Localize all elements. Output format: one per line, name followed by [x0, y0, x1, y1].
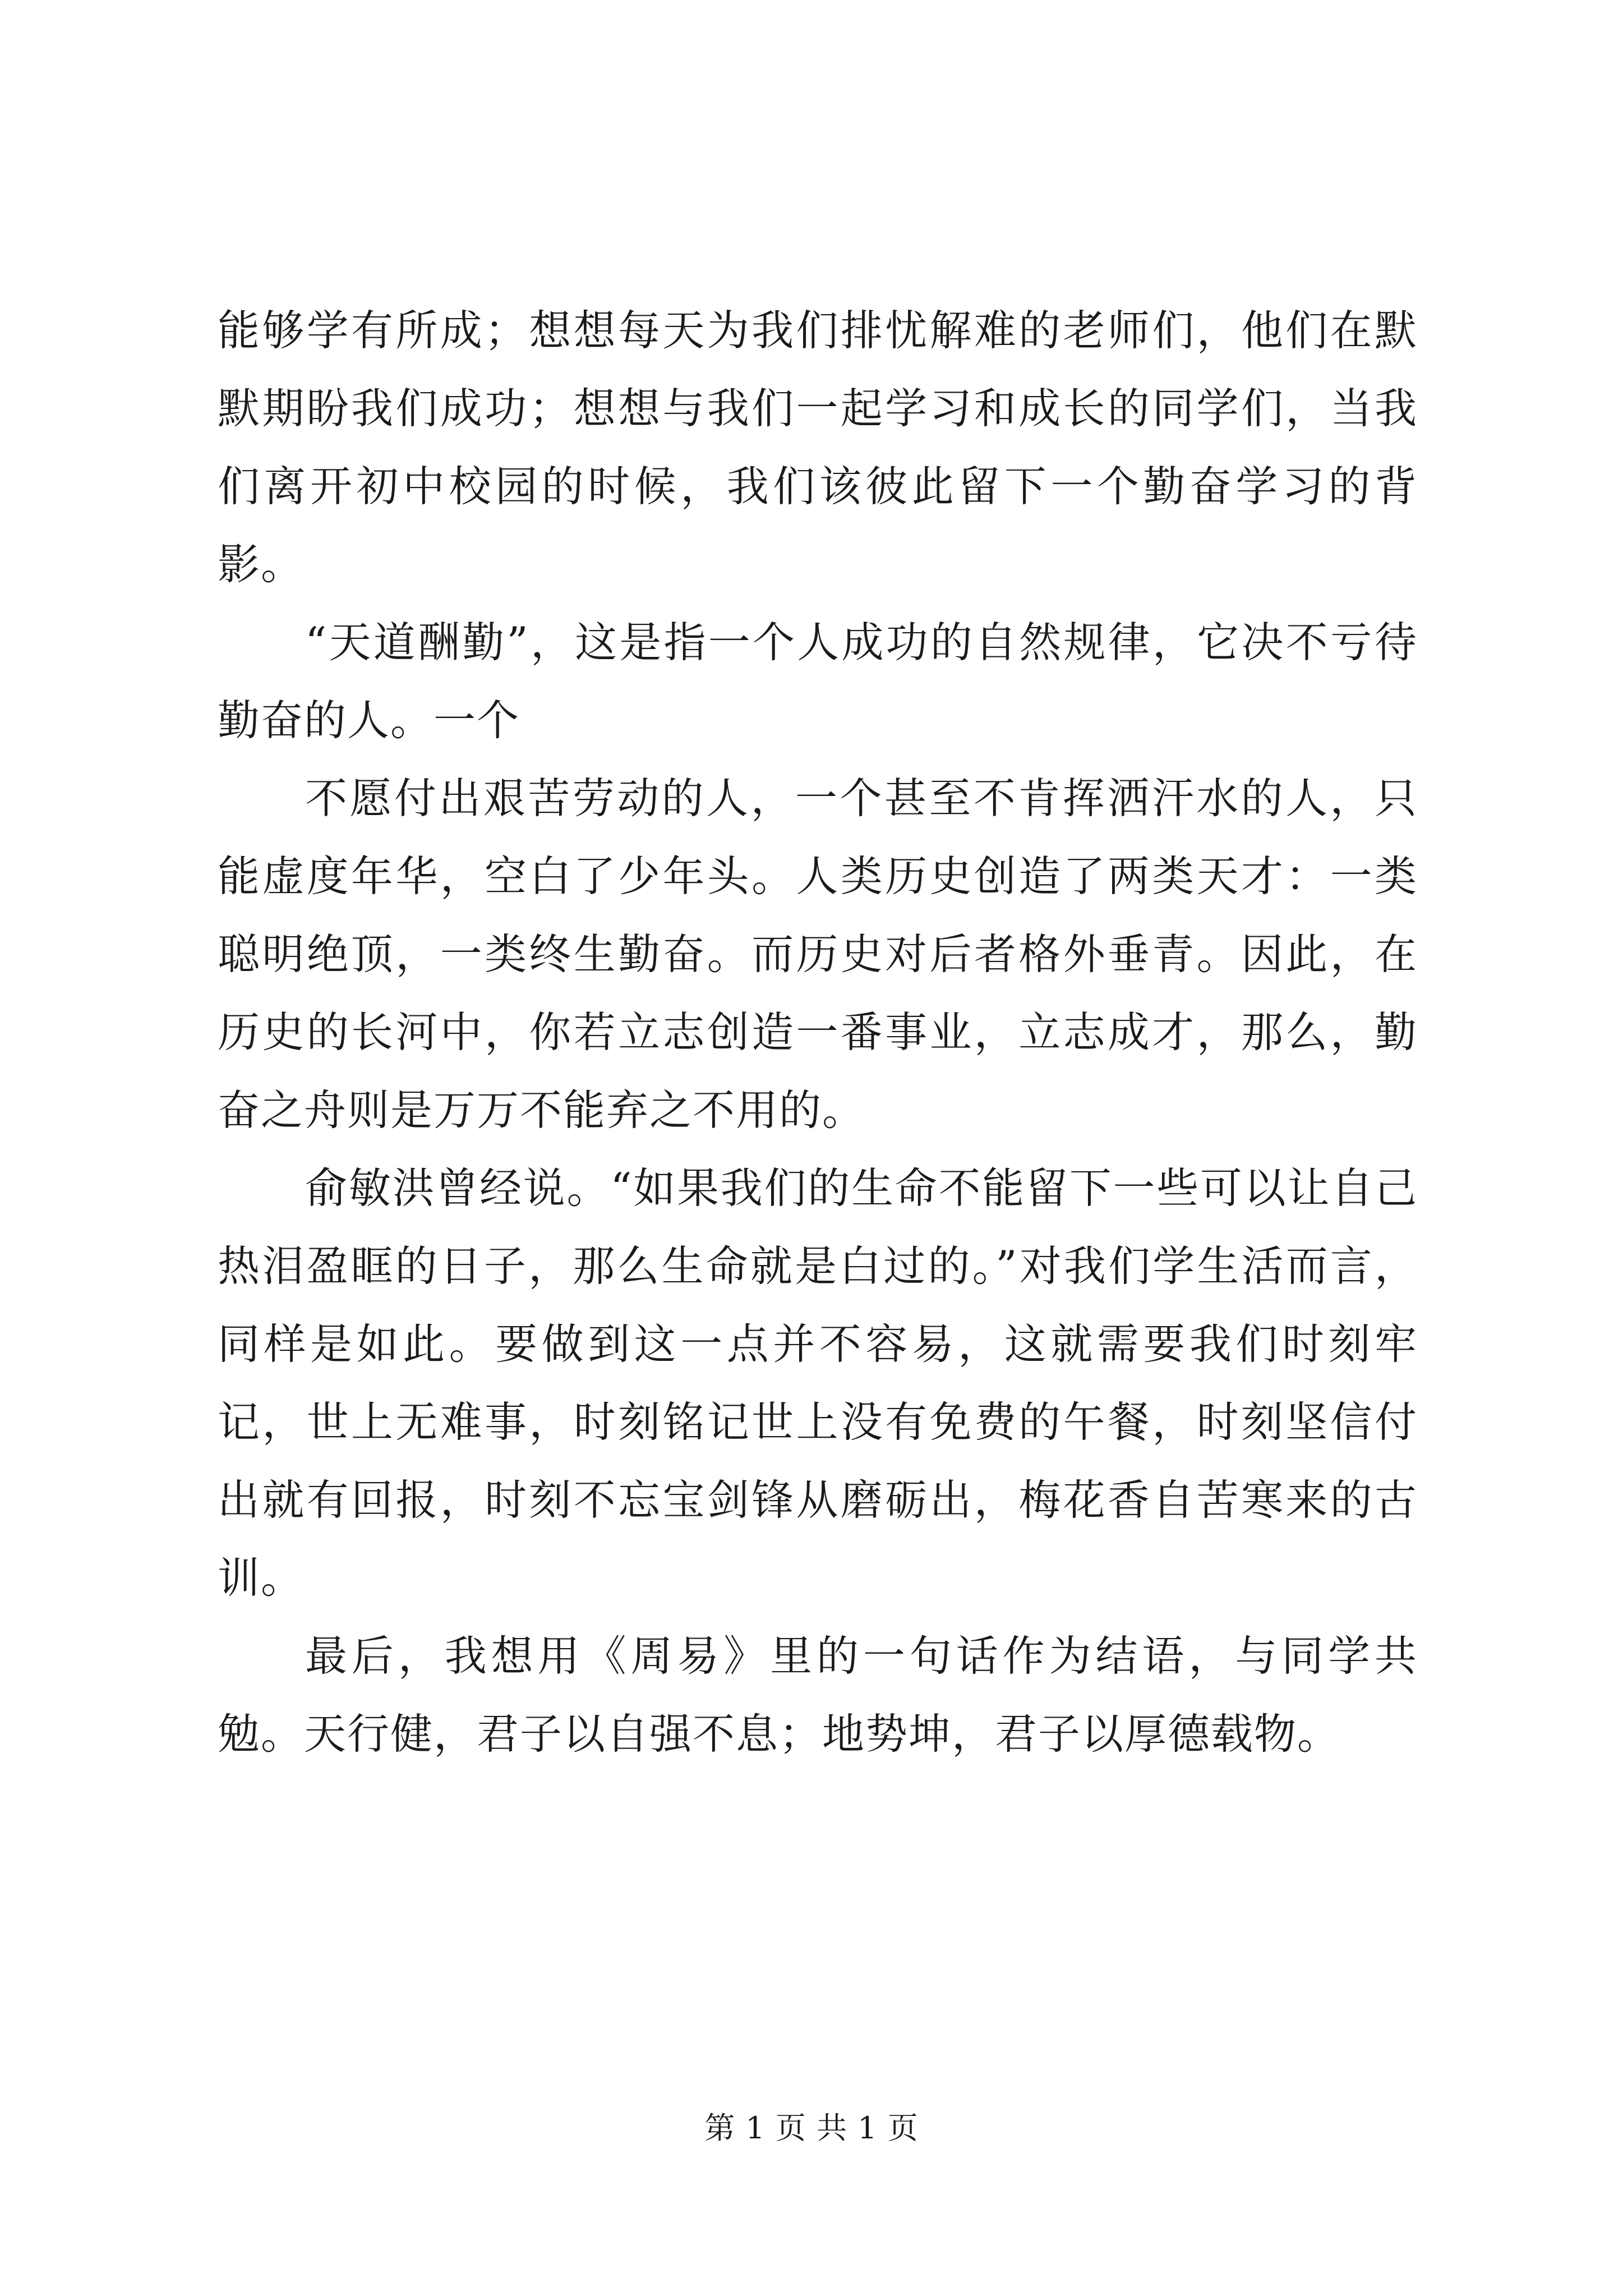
paragraph-3: 不愿付出艰苦劳动的人，一个甚至不肯挥洒汗水的人，只能虚度年华，空白了少年头。人类历史创造了两类天才：一类聪明绝顶，一类终生勤奋。而历史对后者格外垂青。因此，在历史的长河中，你若立志创造一番事业，立志成才，那么，勤奋之舟则是万万不能弃之不用的。: [218, 774, 1418, 1135]
paragraph-1: 能够学有所成；想想每天为我们排忧解难的老师们，他们在默默期盼我们成功；想想与我们一起学习和成长的同学们，当我们离开初中校园的时候，我们该彼此留下一个勤奋学习的背影。: [218, 306, 1418, 589]
paragraph-4: 俞敏洪曾经说。“如果我们的生命不能留下一些可以让自己热泪盈眶的日子，那么生命就是白过的。”对我们学生活而言，同样是如此。要做到这一点并不容易，这就需要我们时刻牢记，世上无难事，时刻铭记世上没有免费的午餐，时刻坚信付出就有回报，时刻不忘宝剑锋从磨砺出，梅花香自苦寒来的古训。: [218, 1163, 1418, 1603]
document-body: [218, 292, 1418, 1773]
paragraph-5: 最后，我想用《周易》里的一句话作为结语，与同学共勉。天行健，君子以自强不息；地势坤，君子以厚德载物。: [218, 1631, 1418, 1759]
paragraph-2: “天道酬勤”，这是指一个人成功的自然规律，它决不亏待勤奋的人。一个: [218, 618, 1418, 745]
page-footer: 第 1 页 共 1 页: [704, 2110, 919, 2146]
